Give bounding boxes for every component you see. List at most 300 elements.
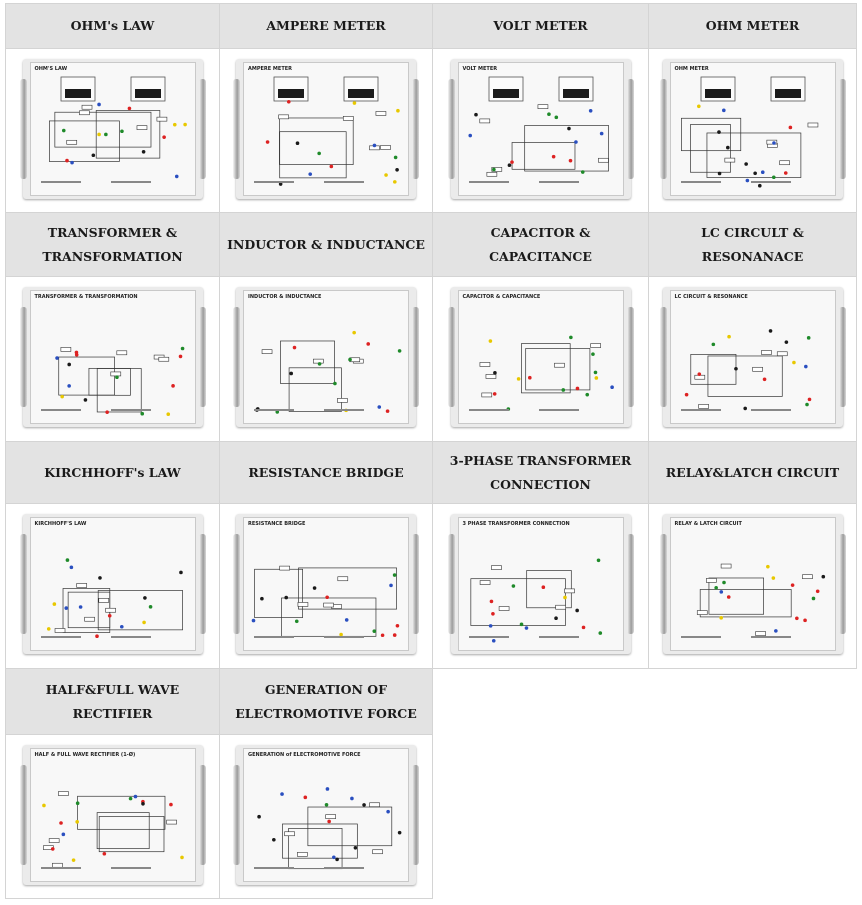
header-label: GENERATION OF ELECTROMOTIVE FORCE <box>235 681 417 721</box>
formula-line <box>539 636 579 638</box>
terminal-jack <box>599 131 603 135</box>
panel-title: RELAY & LATCH CIRCUIT <box>674 521 742 527</box>
image-cell <box>6 504 220 669</box>
resistor-symbol <box>49 838 59 842</box>
resistor-symbol <box>779 160 789 164</box>
schematic-drawing <box>244 63 410 195</box>
terminal-jack <box>474 112 478 116</box>
terminal-jack <box>333 382 337 386</box>
formula-line <box>254 636 294 638</box>
handle-left <box>20 79 27 179</box>
terminal-jack <box>575 609 579 613</box>
trainer-panel-image <box>663 287 843 427</box>
terminal-jack <box>318 362 322 366</box>
terminal-jack <box>377 405 381 409</box>
terminal-jack <box>753 171 757 175</box>
resistor-symbol <box>761 350 771 354</box>
handle-left <box>660 307 667 407</box>
terminal-jack <box>97 102 101 106</box>
terminal-jack <box>296 141 300 145</box>
terminal-jack <box>541 585 545 589</box>
handle-left <box>448 79 455 179</box>
terminal-jack <box>726 595 730 599</box>
handle-right <box>412 765 419 865</box>
header-row <box>6 442 857 504</box>
terminal-jack <box>61 128 65 132</box>
image-row <box>6 277 857 442</box>
header-label: AMPERE METER <box>266 18 386 33</box>
terminal-jack <box>105 410 109 414</box>
terminal-jack <box>339 633 343 637</box>
circuit-wire <box>97 812 149 848</box>
resistor-symbol <box>84 617 94 621</box>
terminal-jack <box>325 595 329 599</box>
resistor-symbol <box>807 122 817 126</box>
terminal-jack <box>69 566 73 570</box>
circuit-wire <box>88 368 129 395</box>
schematic-drawing <box>671 291 837 423</box>
terminal-jack <box>784 340 788 344</box>
resistor-symbol <box>343 116 353 120</box>
resistor-symbol <box>777 352 787 356</box>
image-cell <box>220 504 433 669</box>
terminal-jack <box>393 180 397 184</box>
handle-left <box>448 307 455 407</box>
resistor-symbol <box>554 363 564 367</box>
handle-right <box>199 534 206 634</box>
handle-left <box>20 765 27 865</box>
header-label: HALF&FULL WAVE RECTIFIER <box>45 681 180 721</box>
header-label: OHM's LAW <box>70 18 155 33</box>
terminal-jack <box>78 605 82 609</box>
terminal-jack <box>148 605 152 609</box>
panel-title: RESISTANCE BRIDGE <box>248 521 306 527</box>
trainer-panel-image <box>23 514 203 654</box>
resistor-symbol <box>706 578 716 582</box>
header-cell <box>6 442 220 504</box>
terminal-jack <box>568 158 572 162</box>
terminal-jack <box>384 173 388 177</box>
terminal-jack <box>313 586 317 590</box>
circuit-wire <box>690 124 730 172</box>
header-cell <box>649 213 857 277</box>
terminal-jack <box>102 851 106 855</box>
schematic-drawing <box>31 291 197 423</box>
resistor-symbol <box>110 372 120 376</box>
terminal-jack <box>744 162 748 166</box>
circuit-board <box>458 290 624 424</box>
circuit-wire <box>707 356 781 396</box>
circuit-wire <box>690 354 735 384</box>
terminal-jack <box>783 171 787 175</box>
terminal-jack <box>293 346 297 350</box>
handle-right <box>839 534 846 634</box>
terminal-jack <box>684 393 688 397</box>
formula-line <box>539 409 579 411</box>
schematic-drawing <box>459 291 625 423</box>
resistor-symbol <box>479 362 489 366</box>
circuit-wire <box>280 341 334 383</box>
terminal-jack <box>327 819 331 823</box>
terminal-jack <box>528 376 532 380</box>
circuit-board <box>670 290 836 424</box>
formula-line <box>469 636 509 638</box>
terminal-jack <box>507 163 511 167</box>
panel-title: INDUCTOR & INDUCTANCE <box>248 294 322 300</box>
terminal-jack <box>325 803 329 807</box>
circuit-wire <box>255 569 303 617</box>
circuit-wire <box>512 142 575 169</box>
circuit-board <box>458 62 624 196</box>
terminal-jack <box>83 398 87 402</box>
resistor-symbol <box>481 393 491 397</box>
handle-right <box>839 307 846 407</box>
terminal-jack <box>815 589 819 593</box>
image-row <box>6 735 857 899</box>
trainer-panel-image <box>236 59 416 199</box>
resistor-symbol <box>313 359 323 363</box>
header-label: CAPACITOR & CAPACITANCE <box>489 224 592 264</box>
terminal-jack <box>717 130 721 134</box>
handle-left <box>660 534 667 634</box>
trainer-panel-image <box>236 514 416 654</box>
handle-right <box>199 765 206 865</box>
terminal-jack <box>772 141 776 145</box>
terminal-jack <box>804 365 808 369</box>
schematic-drawing <box>671 63 837 195</box>
schematic-drawing <box>244 749 410 881</box>
image-cell <box>649 504 857 669</box>
terminal-jack <box>493 371 497 375</box>
resistor-symbol <box>158 357 168 361</box>
terminal-jack <box>287 99 291 103</box>
panel-title: HALF & FULL WAVE RECTIFIER (1-Ø) <box>34 751 136 758</box>
terminal-jack <box>60 395 64 399</box>
terminal-jack <box>169 802 173 806</box>
image-cell <box>6 735 220 899</box>
terminal-jack <box>284 596 288 600</box>
resistor-symbol <box>590 344 600 348</box>
resistor-symbol <box>486 172 496 176</box>
panel-title: KIRCHHOFF'S LAW <box>34 521 87 527</box>
image-cell <box>6 277 220 442</box>
header-cell <box>433 4 649 49</box>
terminal-jack <box>366 342 370 346</box>
meter-window <box>348 89 374 98</box>
resistor-symbol <box>66 140 76 144</box>
terminal-jack <box>98 576 102 580</box>
schematic-drawing <box>31 518 197 650</box>
terminal-jack <box>821 575 825 579</box>
trainer-panel-image <box>451 287 631 427</box>
terminal-jack <box>171 384 175 388</box>
formula-line <box>41 636 81 638</box>
terminal-jack <box>492 167 496 171</box>
trainer-grid <box>5 3 857 899</box>
resistor-symbol <box>724 158 734 162</box>
resistor-symbol <box>698 404 708 408</box>
header-label: VOLT METER <box>493 18 588 33</box>
terminal-jack <box>107 614 111 618</box>
terminal-jack <box>511 584 515 588</box>
resistor-symbol <box>116 351 126 355</box>
circuit-wire <box>289 828 342 868</box>
terminal-jack <box>260 597 264 601</box>
terminal-jack <box>362 803 366 807</box>
terminal-jack <box>280 792 284 796</box>
meter-window <box>493 89 519 98</box>
terminal-jack <box>67 384 71 388</box>
terminal-jack <box>398 830 402 834</box>
terminal-jack <box>393 633 397 637</box>
resistor-symbol <box>555 605 565 609</box>
handle-left <box>20 307 27 407</box>
empty-cell <box>649 735 857 899</box>
resistor-symbol <box>485 374 495 378</box>
circuit-wire <box>58 357 114 395</box>
resistor-symbol <box>156 117 166 121</box>
terminal-jack <box>398 349 402 353</box>
terminal-jack <box>395 167 399 171</box>
circuit-board <box>243 517 409 651</box>
schematic-drawing <box>244 291 410 423</box>
circuit-wire <box>289 368 341 412</box>
empty-cell <box>649 669 857 735</box>
resistor-symbol <box>479 118 489 122</box>
schematic-drawing <box>671 518 837 650</box>
resistor-symbol <box>79 110 89 114</box>
formula-line <box>751 181 791 183</box>
terminal-jack <box>295 619 299 623</box>
formula-line <box>469 181 509 183</box>
circuit-board <box>30 517 196 651</box>
terminal-jack <box>386 409 390 413</box>
image-cell <box>649 277 857 442</box>
terminal-jack <box>120 129 124 133</box>
formula-line <box>469 409 509 411</box>
formula-line <box>41 409 81 411</box>
resistor-symbol <box>381 145 391 149</box>
terminal-jack <box>172 122 176 126</box>
terminal-jack <box>717 171 721 175</box>
resistor-symbol <box>105 608 115 612</box>
terminal-jack <box>585 393 589 397</box>
terminal-jack <box>561 388 565 392</box>
handle-left <box>660 79 667 179</box>
header-row <box>6 669 857 735</box>
header-label: INDUCTOR & INDUCTANCE <box>227 236 425 252</box>
terminal-jack <box>393 573 397 577</box>
terminal-jack <box>65 158 69 162</box>
circuit-wire <box>524 125 608 171</box>
image-cell <box>433 277 649 442</box>
terminal-jack <box>128 796 132 800</box>
terminal-jack <box>771 175 775 179</box>
circuit-board <box>670 517 836 651</box>
terminal-jack <box>332 855 336 859</box>
terminal-jack <box>104 132 108 136</box>
resistor-symbol <box>326 814 336 818</box>
terminal-jack <box>697 104 701 108</box>
terminal-jack <box>588 108 592 112</box>
trainer-panel-image <box>451 514 631 654</box>
terminal-jack <box>722 108 726 112</box>
resistor-symbol <box>373 849 383 853</box>
resistor-symbol <box>297 852 307 856</box>
terminal-jack <box>353 101 357 105</box>
formula-line <box>324 867 364 869</box>
image-row <box>6 504 857 669</box>
terminal-jack <box>396 624 400 628</box>
header-row <box>6 4 857 49</box>
header-cell <box>220 213 433 277</box>
schematic-drawing <box>31 63 197 195</box>
terminal-jack <box>140 412 144 416</box>
image-cell <box>220 49 433 213</box>
formula-line <box>681 181 721 183</box>
resistor-symbol <box>166 820 176 824</box>
header-cell <box>433 213 649 277</box>
resistor-symbol <box>480 581 490 585</box>
header-cell <box>220 669 433 735</box>
terminal-jack <box>115 375 119 379</box>
terminal-jack <box>75 801 79 805</box>
terminal-jack <box>180 855 184 859</box>
circuit-board <box>30 62 196 196</box>
resistor-symbol <box>338 577 348 581</box>
terminal-jack <box>596 558 600 562</box>
image-cell <box>433 49 649 213</box>
terminal-jack <box>743 407 747 411</box>
schematic-drawing <box>459 63 625 195</box>
terminal-jack <box>127 106 131 110</box>
resistor-symbol <box>82 105 92 109</box>
meter-window <box>563 89 589 98</box>
formula-line <box>41 867 81 869</box>
terminal-jack <box>766 565 770 569</box>
terminal-jack <box>771 576 775 580</box>
header-label: OHM METER <box>705 18 800 33</box>
circuit-wire <box>708 578 763 614</box>
terminal-jack <box>55 356 59 360</box>
trainer-panel-image <box>663 514 843 654</box>
circuit-board <box>30 748 196 882</box>
terminal-jack <box>790 583 794 587</box>
terminal-jack <box>524 626 528 630</box>
circuit-board <box>670 62 836 196</box>
terminal-jack <box>792 361 796 365</box>
resistor-symbol <box>324 603 334 607</box>
schematic-drawing <box>31 749 197 881</box>
formula-line <box>324 409 364 411</box>
terminal-jack <box>65 558 69 562</box>
terminal-jack <box>468 133 472 137</box>
terminal-jack <box>519 623 523 627</box>
terminal-jack <box>75 820 79 824</box>
terminal-jack <box>768 329 772 333</box>
resistor-symbol <box>76 583 86 587</box>
meter-window <box>705 89 731 98</box>
header-cell <box>649 442 857 504</box>
resistor-symbol <box>298 602 308 606</box>
terminal-jack <box>74 353 78 357</box>
handle-left <box>20 534 27 634</box>
terminal-jack <box>795 616 799 620</box>
trainer-panel-image <box>663 59 843 199</box>
trainer-panel-image <box>451 59 631 199</box>
resistor-symbol <box>491 566 501 570</box>
header-cell <box>6 213 220 277</box>
terminal-jack <box>516 377 520 381</box>
handle-right <box>199 307 206 407</box>
header-cell <box>6 4 220 49</box>
terminal-jack <box>252 619 256 623</box>
terminal-jack <box>492 392 496 396</box>
terminal-jack <box>394 155 398 159</box>
terminal-jack <box>335 857 339 861</box>
panel-title: CAPACITOR & CAPACITANCE <box>462 294 541 300</box>
trainer-panel-image <box>23 745 203 885</box>
handle-left <box>233 307 240 407</box>
terminal-jack <box>178 355 182 359</box>
resistor-symbol <box>564 589 574 593</box>
terminal-jack <box>803 619 807 623</box>
terminal-jack <box>726 145 730 149</box>
trainer-panel-image <box>236 287 416 427</box>
terminal-jack <box>52 602 56 606</box>
handle-right <box>627 534 634 634</box>
resistor-symbol <box>721 564 731 568</box>
terminal-jack <box>386 809 390 813</box>
header-cell <box>220 442 433 504</box>
header-cell <box>649 4 857 49</box>
empty-cell <box>433 735 649 899</box>
resistor-symbol <box>136 125 146 129</box>
handle-right <box>412 534 419 634</box>
formula-line <box>324 636 364 638</box>
circuit-wire <box>68 592 110 628</box>
terminal-jack <box>563 596 567 600</box>
terminal-jack <box>807 398 811 402</box>
circuit-wire <box>282 823 357 857</box>
terminal-jack <box>719 590 723 594</box>
header-cell <box>6 669 220 735</box>
circuit-wire <box>308 807 392 846</box>
terminal-jack <box>574 140 578 144</box>
handle-left <box>448 534 455 634</box>
terminal-jack <box>61 832 65 836</box>
circuit-wire <box>63 588 110 632</box>
terminal-jack <box>510 160 514 164</box>
terminal-jack <box>381 633 385 637</box>
terminal-jack <box>491 612 495 616</box>
handle-left <box>233 534 240 634</box>
terminal-jack <box>488 339 492 343</box>
terminal-jack <box>141 149 145 153</box>
header-label: KIRCHHOFF's LAW <box>44 464 181 480</box>
terminal-jack <box>166 412 170 416</box>
terminal-jack <box>257 814 261 818</box>
image-row <box>6 49 857 213</box>
formula-line <box>111 181 151 183</box>
formula-line <box>681 636 721 638</box>
image-cell <box>649 49 857 213</box>
resistor-symbol <box>337 398 347 402</box>
handle-right <box>627 307 634 407</box>
resistor-symbol <box>802 575 812 579</box>
terminal-jack <box>491 639 495 643</box>
meter-window <box>135 89 161 98</box>
